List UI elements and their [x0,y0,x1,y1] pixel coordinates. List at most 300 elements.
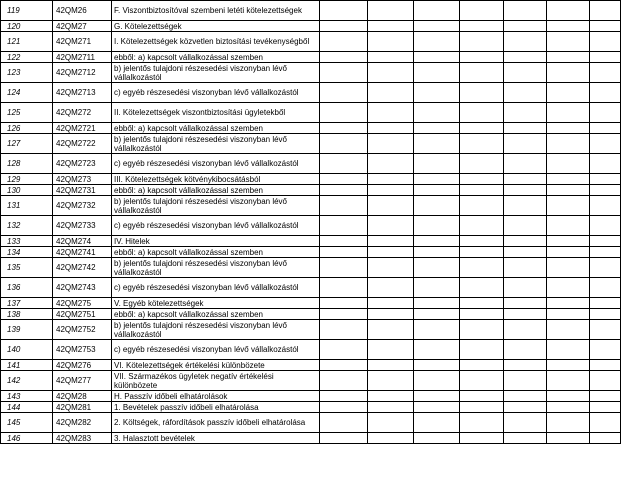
row-code: 42QM2723 [53,154,112,174]
row-number: 128 [1,154,53,174]
row-code: 42QM271 [53,32,112,52]
value-cell [460,391,504,402]
table-row [1,21,621,32]
table-row [1,309,621,320]
value-cell [414,391,460,402]
value-cell [414,413,460,433]
value-cell [320,371,368,391]
value-cell [547,371,590,391]
value-cell [320,402,368,413]
row-code: 42QM2742 [53,258,112,278]
row-label: VI. Kötelezettségek értékelési különbözete [112,360,320,371]
value-cell [547,123,590,134]
row-label: II. Kötelezettségek viszontbiztosítási ügyletekből [112,103,320,123]
value-cell [504,247,547,258]
table-row [1,174,621,185]
value-cell [547,1,590,21]
row-code: 42QM2713 [53,83,112,103]
row-label: G. Kötelezettségek [112,21,320,32]
row-label: ebből: a) kapcsolt vállalkozással szemben [112,185,320,196]
table-row [1,154,621,174]
value-cell [368,123,414,134]
value-cell [460,174,504,185]
value-cell [414,1,460,21]
row-number: 142 [1,371,53,391]
row-code: 42QM281 [53,402,112,413]
value-cell [414,236,460,247]
row-code: 42QM275 [53,298,112,309]
row-number: 145 [1,413,53,433]
value-cell [368,21,414,32]
value-cell [590,63,621,83]
row-number: 132 [1,216,53,236]
value-cell [368,247,414,258]
value-cell [547,309,590,320]
table-row [1,134,621,154]
table-row [1,258,621,278]
value-cell [320,298,368,309]
value-cell [547,21,590,32]
value-cell [320,340,368,360]
value-cell [547,216,590,236]
value-cell [320,258,368,278]
value-cell [504,32,547,52]
value-cell [504,340,547,360]
value-cell [368,402,414,413]
value-cell [414,371,460,391]
value-cell [590,1,621,21]
value-cell [320,185,368,196]
value-cell [368,174,414,185]
table-row [1,298,621,309]
row-code: 42QM2711 [53,52,112,63]
value-cell [547,247,590,258]
row-number: 120 [1,21,53,32]
table-row [1,185,621,196]
row-number: 137 [1,298,53,309]
value-cell [590,278,621,298]
value-cell [547,174,590,185]
table-row [1,402,621,413]
table-row [1,391,621,402]
value-cell [504,196,547,216]
value-cell [414,21,460,32]
value-cell [414,309,460,320]
table-row [1,371,621,391]
row-label: 3. Halasztott bevételek [112,433,320,444]
value-cell [320,320,368,340]
row-number: 144 [1,402,53,413]
value-cell [460,196,504,216]
value-cell [504,258,547,278]
value-cell [320,154,368,174]
value-cell [547,402,590,413]
value-cell [504,123,547,134]
table-body [1,1,621,444]
value-cell [547,83,590,103]
row-code: 42QM272 [53,103,112,123]
value-cell [460,185,504,196]
value-cell [504,413,547,433]
value-cell [547,103,590,123]
value-cell [504,371,547,391]
value-cell [460,123,504,134]
value-cell [547,391,590,402]
value-cell [460,309,504,320]
table-row [1,360,621,371]
value-cell [590,32,621,52]
row-label: III. Kötelezettségek kötvénykibocsátásból [112,174,320,185]
row-label: H. Passzív időbeli elhatárolások [112,391,320,402]
row-code: 42QM277 [53,371,112,391]
value-cell [320,391,368,402]
value-cell [590,258,621,278]
value-cell [590,123,621,134]
value-cell [547,134,590,154]
value-cell [460,63,504,83]
value-cell [590,340,621,360]
value-cell [590,174,621,185]
value-cell [320,247,368,258]
row-label: ebből: a) kapcsolt vállalkozással szemben [112,52,320,63]
value-cell [414,402,460,413]
row-code: 42QM273 [53,174,112,185]
row-code: 42QM2753 [53,340,112,360]
value-cell [460,371,504,391]
row-number: 126 [1,123,53,134]
value-cell [414,298,460,309]
row-number: 136 [1,278,53,298]
table-row [1,340,621,360]
row-label: c) egyéb részesedési viszonyban lévő vállalkozástól [112,278,320,298]
value-cell [368,340,414,360]
value-cell [460,247,504,258]
value-cell [547,360,590,371]
row-label: F. Viszontbiztosítóval szembeni letéti kötelezettségek [112,1,320,21]
value-cell [547,236,590,247]
value-cell [504,433,547,444]
row-code: 42QM26 [53,1,112,21]
value-cell [460,216,504,236]
value-cell [368,258,414,278]
value-cell [547,413,590,433]
value-cell [590,298,621,309]
row-label: b) jelentős tulajdoni részesedési viszonyban lévő vállalkozástól [112,258,320,278]
value-cell [590,103,621,123]
value-cell [547,63,590,83]
value-cell [414,154,460,174]
value-cell [414,196,460,216]
value-cell [590,247,621,258]
value-cell [590,52,621,63]
value-cell [504,185,547,196]
value-cell [368,391,414,402]
value-cell [590,185,621,196]
value-cell [504,174,547,185]
value-cell [547,32,590,52]
value-cell [368,360,414,371]
row-label: V. Egyéb kötelezettségek [112,298,320,309]
row-code: 42QM2741 [53,247,112,258]
value-cell [368,154,414,174]
row-label: 1. Bevételek passzív időbeli elhatárolása [112,402,320,413]
row-number: 125 [1,103,53,123]
value-cell [460,83,504,103]
value-cell [320,216,368,236]
value-cell [504,402,547,413]
value-cell [460,402,504,413]
value-cell [504,134,547,154]
row-code: 42QM2752 [53,320,112,340]
table-row [1,433,621,444]
value-cell [460,258,504,278]
value-cell [590,154,621,174]
row-code: 42QM2712 [53,63,112,83]
value-cell [414,32,460,52]
value-cell [414,278,460,298]
value-cell [368,1,414,21]
row-code: 42QM2731 [53,185,112,196]
value-cell [414,103,460,123]
row-number: 123 [1,63,53,83]
row-label: ebből: a) kapcsolt vállalkozással szemben [112,309,320,320]
row-label: ebből: a) kapcsolt vállalkozással szemben [112,123,320,134]
value-cell [504,320,547,340]
value-cell [368,196,414,216]
value-cell [460,413,504,433]
row-code: 42QM274 [53,236,112,247]
row-number: 121 [1,32,53,52]
row-label: I. Kötelezettségek közvetlen biztosítási tevékenységből [112,32,320,52]
table-row [1,1,621,21]
value-cell [320,123,368,134]
value-cell [504,154,547,174]
value-cell [368,433,414,444]
row-code: 42QM2722 [53,134,112,154]
value-cell [368,309,414,320]
value-cell [320,360,368,371]
row-code: 42QM2751 [53,309,112,320]
row-number: 138 [1,309,53,320]
row-code: 42QM2721 [53,123,112,134]
value-cell [547,340,590,360]
row-label: b) jelentős tulajdoni részesedési viszonyban lévő vállalkozástól [112,134,320,154]
value-cell [368,63,414,83]
row-number: 135 [1,258,53,278]
value-cell [368,103,414,123]
row-label: ebből: a) kapcsolt vállalkozással szemben [112,247,320,258]
row-number: 124 [1,83,53,103]
value-cell [414,185,460,196]
value-cell [460,1,504,21]
row-number: 129 [1,174,53,185]
row-label: c) egyéb részesedési viszonyban lévő vállalkozástól [112,83,320,103]
row-code: 42QM276 [53,360,112,371]
value-cell [368,83,414,103]
value-cell [414,340,460,360]
table-row [1,83,621,103]
row-label: 2. Költségek, ráfordítások passzív időbeli elhatárolása [112,413,320,433]
value-cell [320,309,368,320]
value-cell [368,278,414,298]
value-cell [414,433,460,444]
row-code: 42QM2733 [53,216,112,236]
value-cell [368,216,414,236]
value-cell [547,320,590,340]
row-number: 131 [1,196,53,216]
value-cell [460,320,504,340]
value-cell [414,360,460,371]
row-label: b) jelentős tulajdoni részesedési viszonyban lévő vállalkozástól [112,320,320,340]
value-cell [368,134,414,154]
table-row [1,320,621,340]
value-cell [368,298,414,309]
value-cell [590,360,621,371]
value-cell [414,123,460,134]
row-number: 122 [1,52,53,63]
value-cell [320,174,368,185]
row-number: 140 [1,340,53,360]
value-cell [590,320,621,340]
table-row [1,32,621,52]
value-cell [414,320,460,340]
value-cell [504,391,547,402]
value-cell [547,278,590,298]
value-cell [414,83,460,103]
value-cell [547,196,590,216]
value-cell [320,1,368,21]
value-cell [320,52,368,63]
value-cell [414,247,460,258]
value-cell [547,433,590,444]
table-row [1,123,621,134]
row-label: VII. Származékos ügyletek negatív értékelési különbözete [112,371,320,391]
table-row [1,216,621,236]
row-code: 42QM282 [53,413,112,433]
value-cell [590,433,621,444]
value-cell [460,21,504,32]
value-cell [504,298,547,309]
value-cell [590,134,621,154]
value-cell [590,216,621,236]
value-cell [368,52,414,63]
value-cell [460,236,504,247]
row-number: 141 [1,360,53,371]
value-cell [590,83,621,103]
value-cell [590,413,621,433]
value-cell [414,174,460,185]
value-cell [320,134,368,154]
row-code: 42QM283 [53,433,112,444]
value-cell [504,52,547,63]
value-cell [504,216,547,236]
value-cell [460,298,504,309]
value-cell [547,258,590,278]
table-row [1,196,621,216]
row-label: b) jelentős tulajdoni részesedési viszonyban lévő vállalkozástól [112,196,320,216]
row-label: IV. Hitelek [112,236,320,247]
value-cell [590,21,621,32]
table-row [1,236,621,247]
row-number: 119 [1,1,53,21]
row-code: 42QM27 [53,21,112,32]
value-cell [460,154,504,174]
table-row [1,63,621,83]
table-row [1,103,621,123]
row-label: c) egyéb részesedési viszonyban lévő vállalkozástól [112,340,320,360]
value-cell [368,185,414,196]
value-cell [414,134,460,154]
value-cell [460,134,504,154]
row-number: 134 [1,247,53,258]
value-cell [414,216,460,236]
value-cell [460,433,504,444]
value-cell [460,32,504,52]
value-cell [414,258,460,278]
value-cell [504,278,547,298]
value-cell [590,371,621,391]
table-row [1,413,621,433]
row-code: 42QM28 [53,391,112,402]
value-cell [547,154,590,174]
value-cell [547,185,590,196]
value-cell [504,21,547,32]
value-cell [504,63,547,83]
row-number: 133 [1,236,53,247]
value-cell [590,402,621,413]
value-cell [504,1,547,21]
value-cell [414,63,460,83]
value-cell [504,360,547,371]
value-cell [320,63,368,83]
value-cell [547,298,590,309]
value-cell [460,360,504,371]
value-cell [368,32,414,52]
row-code: 42QM2732 [53,196,112,216]
row-number: 146 [1,433,53,444]
value-cell [590,196,621,216]
value-cell [504,309,547,320]
value-cell [460,52,504,63]
row-number: 130 [1,185,53,196]
value-cell [460,340,504,360]
table-row [1,52,621,63]
value-cell [460,278,504,298]
row-number: 143 [1,391,53,402]
row-label: c) egyéb részesedési viszonyban lévő vállalkozástól [112,154,320,174]
value-cell [320,433,368,444]
value-cell [320,278,368,298]
value-cell [320,21,368,32]
value-cell [320,32,368,52]
value-cell [368,320,414,340]
value-cell [590,309,621,320]
value-cell [414,52,460,63]
table-row [1,278,621,298]
value-cell [320,196,368,216]
value-cell [368,413,414,433]
row-number: 139 [1,320,53,340]
value-cell [547,52,590,63]
value-cell [320,236,368,247]
value-cell [504,236,547,247]
value-cell [320,103,368,123]
value-cell [368,371,414,391]
row-label: c) egyéb részesedési viszonyban lévő vállalkozástól [112,216,320,236]
value-cell [368,236,414,247]
value-cell [590,391,621,402]
value-cell [590,236,621,247]
